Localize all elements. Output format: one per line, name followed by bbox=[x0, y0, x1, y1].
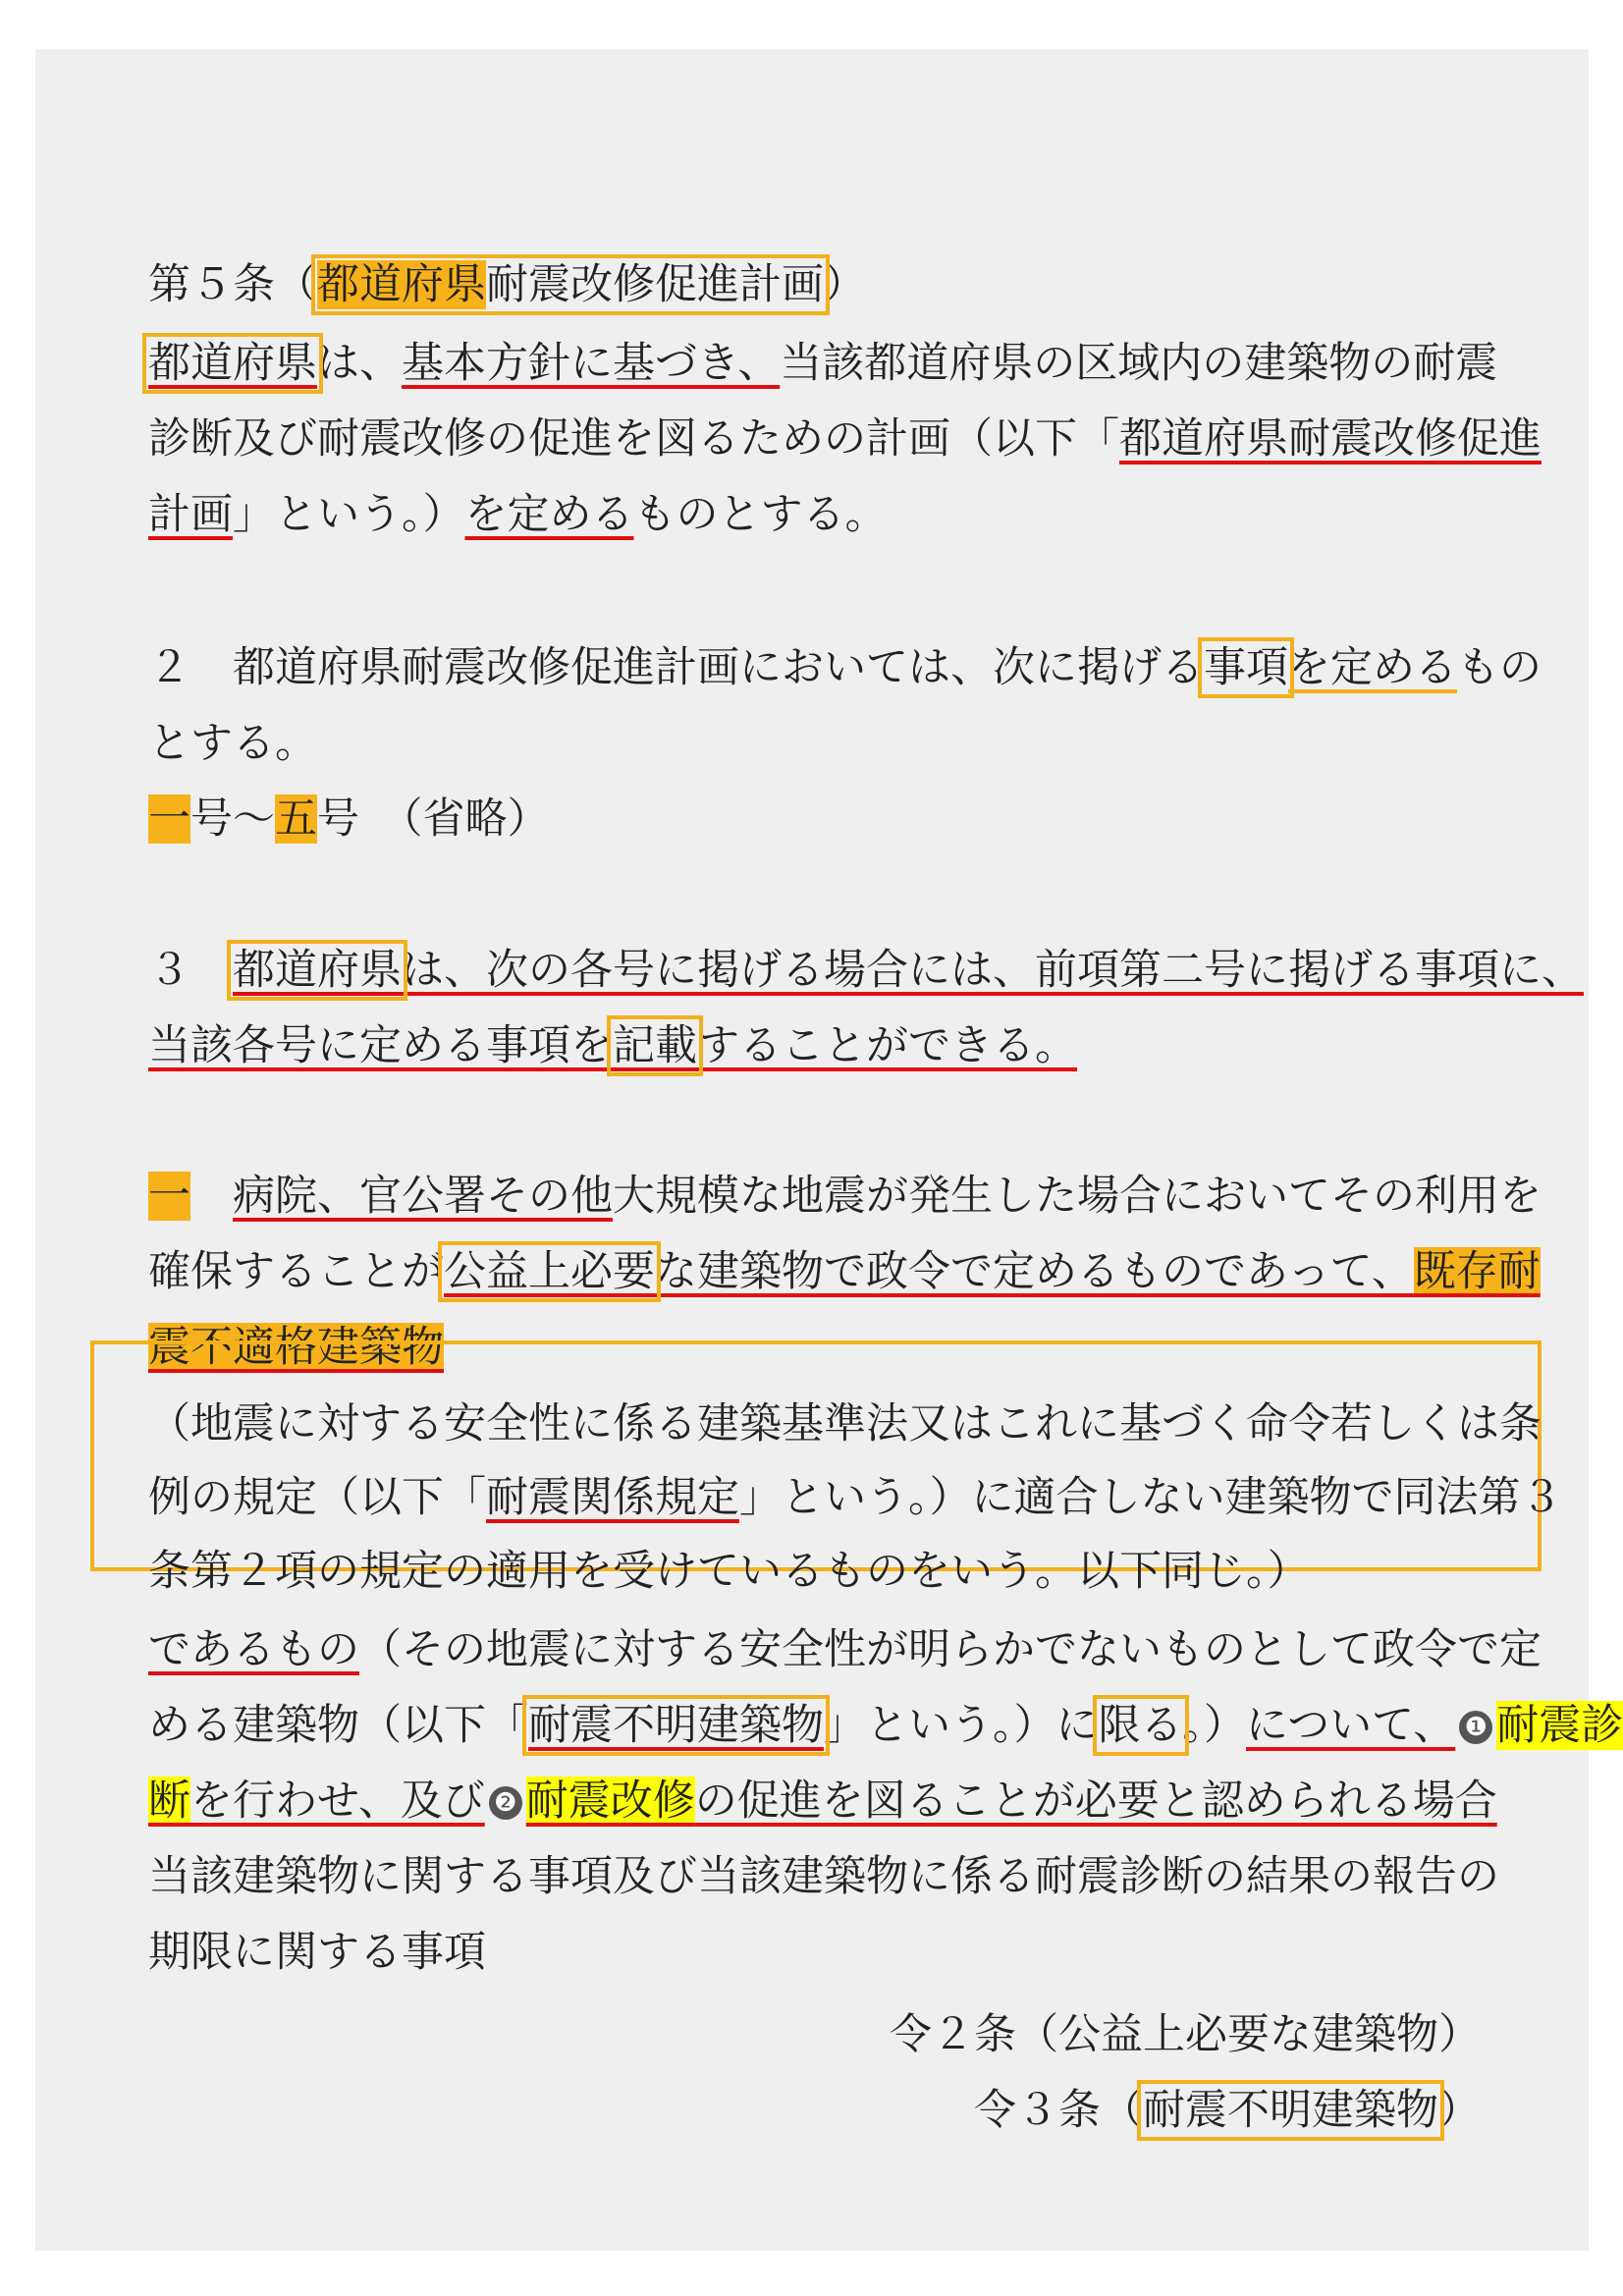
para1-line2 bbox=[148, 410, 1542, 468]
text: 例の規定（以下「 bbox=[148, 1473, 486, 1522]
para1-line3 bbox=[148, 485, 888, 544]
underlined-text: は、次の各号に掲げる場合には、前項第二号に掲げる事項に、 bbox=[402, 946, 1584, 995]
item-one-marker: 一 bbox=[148, 1172, 190, 1221]
text: 期限に関する事項 bbox=[148, 1928, 486, 1977]
after-line3 bbox=[148, 1772, 1497, 1831]
text: は、 bbox=[317, 339, 402, 388]
heading-close: ） bbox=[824, 260, 866, 309]
heading-prefecture-highlight: 都道府県 bbox=[317, 260, 486, 309]
item1-line2 bbox=[148, 1242, 1541, 1301]
text: 確保することが bbox=[148, 1247, 444, 1296]
text: 」という。） bbox=[233, 490, 465, 539]
matters-boxed: 事項 bbox=[1204, 643, 1288, 692]
underlined-basic-policy: 基本方針に基づき、 bbox=[402, 339, 781, 388]
text: とする。 bbox=[148, 719, 317, 768]
after-line4 bbox=[148, 1847, 1499, 1906]
prefecture-boxed: 都道府県 bbox=[148, 339, 317, 388]
text: ） bbox=[1438, 2086, 1481, 2135]
unknown-building-boxed: 耐震不明建築物 bbox=[528, 1701, 824, 1750]
heading-prefix: 第５条（ bbox=[148, 260, 317, 309]
after-line5 bbox=[148, 1923, 486, 1982]
underlined-hospitals: 病院、官公署その他 bbox=[233, 1172, 613, 1221]
item1-line1 bbox=[148, 1167, 1542, 1226]
text: 診断及び耐震改修の促進を図るための計画（以下「 bbox=[148, 414, 1119, 464]
document-page bbox=[35, 49, 1623, 2251]
prefecture-boxed-2: 都道府県 bbox=[233, 946, 402, 995]
para2-line3 bbox=[148, 790, 550, 848]
underlined-which: であるもの bbox=[148, 1625, 359, 1674]
text bbox=[190, 1172, 233, 1221]
underlined-plan-name: 都道府県耐震改修促進 bbox=[1119, 414, 1542, 464]
text: 令２条（公益上必要な建築物） bbox=[890, 2010, 1481, 2059]
text: ものとする。 bbox=[633, 490, 888, 539]
text: ２ 都道府県耐震改修促進計画においては、次に掲げる bbox=[148, 643, 1204, 692]
text: 大規模な地震が発生した場合においてその利用を bbox=[613, 1172, 1542, 1221]
underlined-define-orange: を定める bbox=[1288, 643, 1457, 692]
text: 」という。）に bbox=[824, 1701, 1099, 1750]
text: 条第２項の規定の適用を受けているものをいう。以下同じ。） bbox=[148, 1547, 1310, 1596]
underlined-plan: 計画 bbox=[148, 490, 233, 539]
text: 令３条（ bbox=[974, 2086, 1143, 2135]
text: ３ bbox=[148, 946, 233, 995]
underlined-text: することができる。 bbox=[697, 1021, 1077, 1070]
item-five-highlight: 五 bbox=[275, 794, 317, 844]
diagnosis-highlight-2: 断 bbox=[148, 1777, 190, 1826]
text: 。） bbox=[1182, 1701, 1246, 1750]
text: 号～ bbox=[190, 794, 275, 844]
underlined-seismic-rules: 耐震関係規定 bbox=[486, 1473, 739, 1522]
circled-two-icon: ❷ bbox=[489, 1786, 522, 1820]
article-heading bbox=[148, 255, 866, 314]
public-interest-boxed: 公益上必要 bbox=[444, 1247, 655, 1296]
ref-order3 bbox=[974, 2081, 1481, 2140]
limited-boxed: 限る bbox=[1098, 1701, 1183, 1750]
text: める建築物（以下「 bbox=[148, 1701, 528, 1750]
definition-line3 bbox=[148, 1542, 1310, 1601]
para3-line1 bbox=[148, 941, 1584, 1000]
para2-line2 bbox=[148, 714, 317, 773]
after-line2 bbox=[148, 1696, 1623, 1755]
existing-nonconforming-highlight: 既存耐 bbox=[1413, 1247, 1541, 1296]
definition-line1 bbox=[148, 1394, 1542, 1453]
underlined-text: の促進を図ることが必要と認められる場合 bbox=[694, 1777, 1497, 1826]
underlined-regarding: について、 bbox=[1246, 1701, 1456, 1750]
item-one-highlight: 一 bbox=[148, 794, 190, 844]
text: （地震に対する安全性に係る建築基準法又はこれに基づく命令若しくは条 bbox=[148, 1399, 1542, 1449]
definition-box bbox=[90, 1340, 1542, 1571]
unknown-building-boxed-2: 耐震不明建築物 bbox=[1143, 2086, 1438, 2135]
text: もの bbox=[1457, 643, 1542, 692]
underlined-text: な建築物で政令で定めるものであって、 bbox=[655, 1247, 1414, 1296]
ref-order2 bbox=[890, 2005, 1481, 2064]
para3-line2 bbox=[148, 1016, 1077, 1075]
diagnosis-highlight: 耐震診 bbox=[1496, 1701, 1623, 1750]
text: 」という。）に適合しない建築物で同法第３ bbox=[739, 1473, 1563, 1522]
para2-line1 bbox=[148, 638, 1542, 697]
existing-nonconforming-highlight-2: 震不適格建築物 bbox=[148, 1323, 444, 1372]
definition-line2 bbox=[148, 1468, 1563, 1527]
text: 当該建築物に関する事項及び当該建築物に係る耐震診断の結果の報告の bbox=[148, 1852, 1499, 1901]
retrofit-highlight: 耐震改修 bbox=[525, 1777, 695, 1826]
text: 当該都道府県の区域内の建築物の耐震 bbox=[780, 339, 1498, 388]
circled-one-icon: ❶ bbox=[1459, 1711, 1492, 1744]
record-boxed: 記載 bbox=[613, 1021, 697, 1070]
underlined-define: を定める bbox=[464, 490, 634, 539]
underlined-text: 当該各号に定める事項を bbox=[148, 1021, 613, 1070]
heading-plan-name: 耐震改修促進計画 bbox=[486, 260, 824, 309]
para1-line1 bbox=[148, 334, 1497, 393]
text: （その地震に対する安全性が明らかでないものとして政令で定 bbox=[359, 1625, 1542, 1674]
underlined-text: を行わせ、及び bbox=[190, 1777, 485, 1826]
after-line1 bbox=[148, 1620, 1542, 1679]
text: 号 （省略） bbox=[317, 794, 550, 844]
